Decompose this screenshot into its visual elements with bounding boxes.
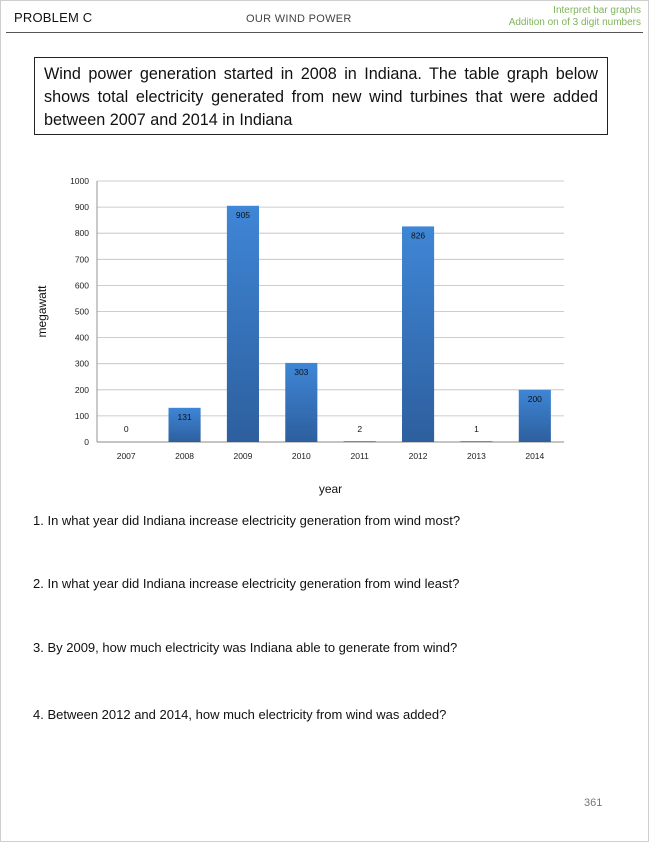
x-tick-label: 2014 (525, 451, 545, 461)
x-tick-label: 2009 (233, 451, 253, 461)
y-axis-title: megawatt (35, 285, 49, 338)
y-tick-label: 800 (74, 228, 89, 239)
data-label: 303 (294, 366, 309, 377)
x-axis-title: year (318, 482, 343, 496)
y-tick-label: 100 (74, 410, 89, 421)
question-3: 3. By 2009, how much electricity was Indiana able to generate from wind? (33, 640, 458, 655)
bar (227, 206, 259, 442)
data-label: 826 (410, 230, 426, 241)
y-tick-label: 700 (74, 254, 89, 265)
problem-label: PROBLEM C (14, 10, 93, 25)
data-label: 905 (235, 209, 251, 220)
y-tick-label: 0 (84, 437, 89, 447)
x-tick-label: 2013 (466, 451, 486, 461)
x-tick-label: 2008 (175, 451, 195, 461)
worksheet-title: OUR WIND POWER (246, 13, 352, 25)
x-tick-label: 2012 (408, 451, 428, 461)
data-label: 2 (357, 424, 363, 434)
header-divider (6, 32, 643, 33)
x-tick-label: 2010 (291, 451, 311, 461)
page-number: 361 (584, 797, 603, 809)
bar (344, 441, 376, 442)
y-tick-label: 200 (74, 384, 89, 395)
bar (460, 441, 492, 442)
bar (402, 226, 434, 442)
y-tick-label: 500 (74, 306, 89, 317)
x-tick-label: 2007 (116, 451, 136, 461)
y-tick-label: 900 (74, 202, 89, 213)
question-4: 4. Between 2012 and 2014, how much electricity from wind was added? (33, 707, 447, 722)
data-label: 131 (177, 411, 192, 422)
bar-chart-svg (20, 170, 620, 500)
skill-tag: Interpret bar graphs (553, 5, 641, 16)
bar-chart (20, 170, 620, 500)
labels (35, 176, 545, 496)
question-1: 1. In what year did Indiana increase electricity generation from wind most? (33, 513, 461, 528)
data-label: 200 (527, 393, 542, 404)
x-tick-label: 2011 (350, 451, 369, 461)
skill-tags (509, 5, 641, 29)
y-tick-label: 300 (74, 358, 89, 369)
question-2: 2. In what year did Indiana increase electricity generation from wind least? (33, 576, 460, 591)
page-header (0, 0, 649, 34)
data-label: 1 (474, 424, 479, 434)
skill-tag: Addition on of 3 digit numbers (508, 17, 641, 28)
y-tick-label: 400 (74, 332, 89, 343)
intro-text-box: Wind power generation started in 2008 in Indiana. The table graph below shows total electricity generated from new wind turbines that were added between 2007 and 2014 in Indiana (34, 57, 608, 135)
y-tick-label: 600 (74, 280, 89, 291)
data-label: 0 (123, 424, 129, 434)
bars (169, 206, 551, 442)
y-tick-label: 1000 (70, 176, 89, 186)
gridlines (97, 181, 564, 416)
